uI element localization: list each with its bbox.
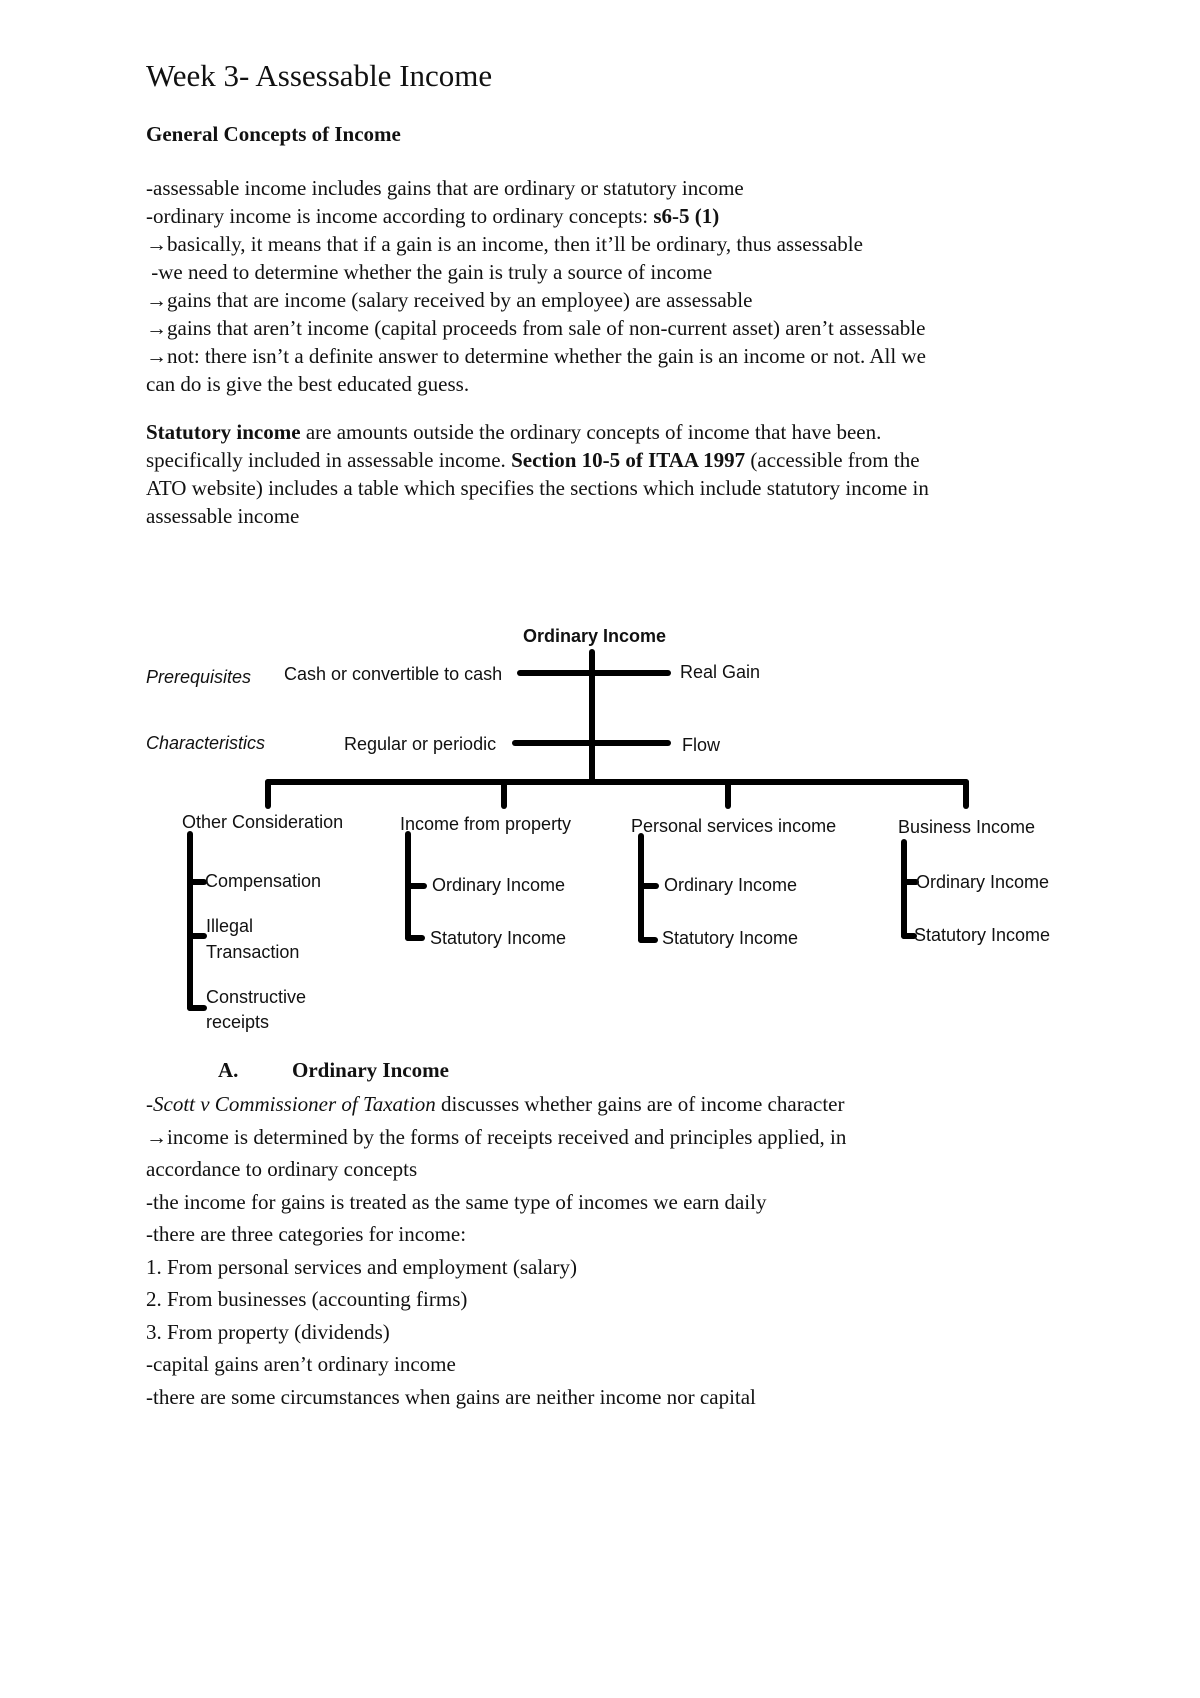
list-item: 1. From personal services and employment (salary) [146,1254,577,1279]
prerequisites-label: Prerequisites [146,667,252,687]
text-line: →income is determined by the forms of receipts received and principles applied, in [146,1124,847,1149]
item-constructive: Constructive [206,987,307,1007]
text-span: (accessible from the [745,448,920,472]
char-flow: Flow [682,735,721,755]
text-line: -the income for gains is treated as the same type of incomes we earn daily [146,1189,767,1214]
text-line: can do is give the best educated guess. [146,372,470,396]
list-item: 2. From businesses (accounting firms) [146,1287,468,1311]
section-reference: Section 10-5 of ITAA 1997 [511,448,746,472]
item-statutory-income: Statutory Income [914,925,1051,945]
text-span: -ordinary income is income according to ordinary concepts: [146,204,654,228]
diagram-root: Ordinary Income [523,626,667,646]
branch-business-income: Business Income [898,817,1036,837]
prereq-real-gain: Real Gain [680,662,761,682]
item-ordinary-income: Ordinary Income [916,872,1050,892]
text-span: are amounts outside the ordinary concepts of income that have been. [300,420,882,444]
text-line: -there are some circumstances when gains are neither income nor capital [146,1384,756,1409]
branch-personal-services: Personal services income [631,816,837,836]
prereq-cash: Cash or convertible to cash [284,664,503,684]
char-regular: Regular or periodic [344,734,497,754]
list-item: 3. From property (dividends) [146,1319,390,1344]
text-line: →gains that aren’t income (capital proceeds from sale of non-current asset) aren’t assessable [146,316,926,340]
text-line: →basically, it means that if a gain is an income, then it’ll be ordinary, thus assessable [146,232,863,256]
case-name: Scott v Commissioner of Taxation [153,1092,436,1116]
section-a-letter: A. [218,1058,239,1082]
section-a-paragraph [146,1088,1086,1413]
item-statutory-income: Statutory Income [430,928,567,948]
text-line: →gains that are income (salary received by an employee) are assessable [146,288,753,312]
text-line: assessable income [146,504,300,528]
characteristics-label: Characteristics [146,733,266,753]
item-ordinary-income: Ordinary Income [664,875,798,895]
text-line: ATO website) includes a table which specifies the sections which include statutory income in [146,476,929,500]
text-span: - [146,1092,153,1116]
item-statutory-income: Statutory Income [662,928,799,948]
text-span: specifically included in assessable income. [146,448,512,472]
page-title: Week 3- Assessable Income [146,58,493,93]
text-line: -we need to determine whether the gain is truly a source of income [146,260,713,284]
text-line: →not: there isn’t a definite answer to determine whether the gain is an income or not. All we [146,344,926,368]
item-transaction: Transaction [206,942,300,962]
item-ordinary-income: Ordinary Income [432,875,566,895]
branch-other-consideration: Other Consideration [182,812,344,832]
item-compensation: Compensation [205,871,322,891]
text-line: -capital gains aren’t ordinary income [146,1352,456,1376]
text-line: accordance to ordinary concepts [146,1157,418,1181]
section-a-heading: Ordinary Income [292,1058,449,1082]
text-line: -there are three categories for income: [146,1222,467,1246]
item-illegal: Illegal [206,916,254,936]
section-heading: General Concepts of Income [146,122,401,146]
text-line [146,1088,1086,1121]
statutory-term: Statutory income [146,420,301,444]
section-reference: s6-5 (1) [653,204,720,228]
text-span: discusses whether gains are of income character [435,1092,845,1116]
branch-income-from-property: Income from property [400,814,572,834]
text-line: -assessable income includes gains that are ordinary or statutory income [146,176,744,200]
item-receipts: receipts [206,1012,270,1032]
